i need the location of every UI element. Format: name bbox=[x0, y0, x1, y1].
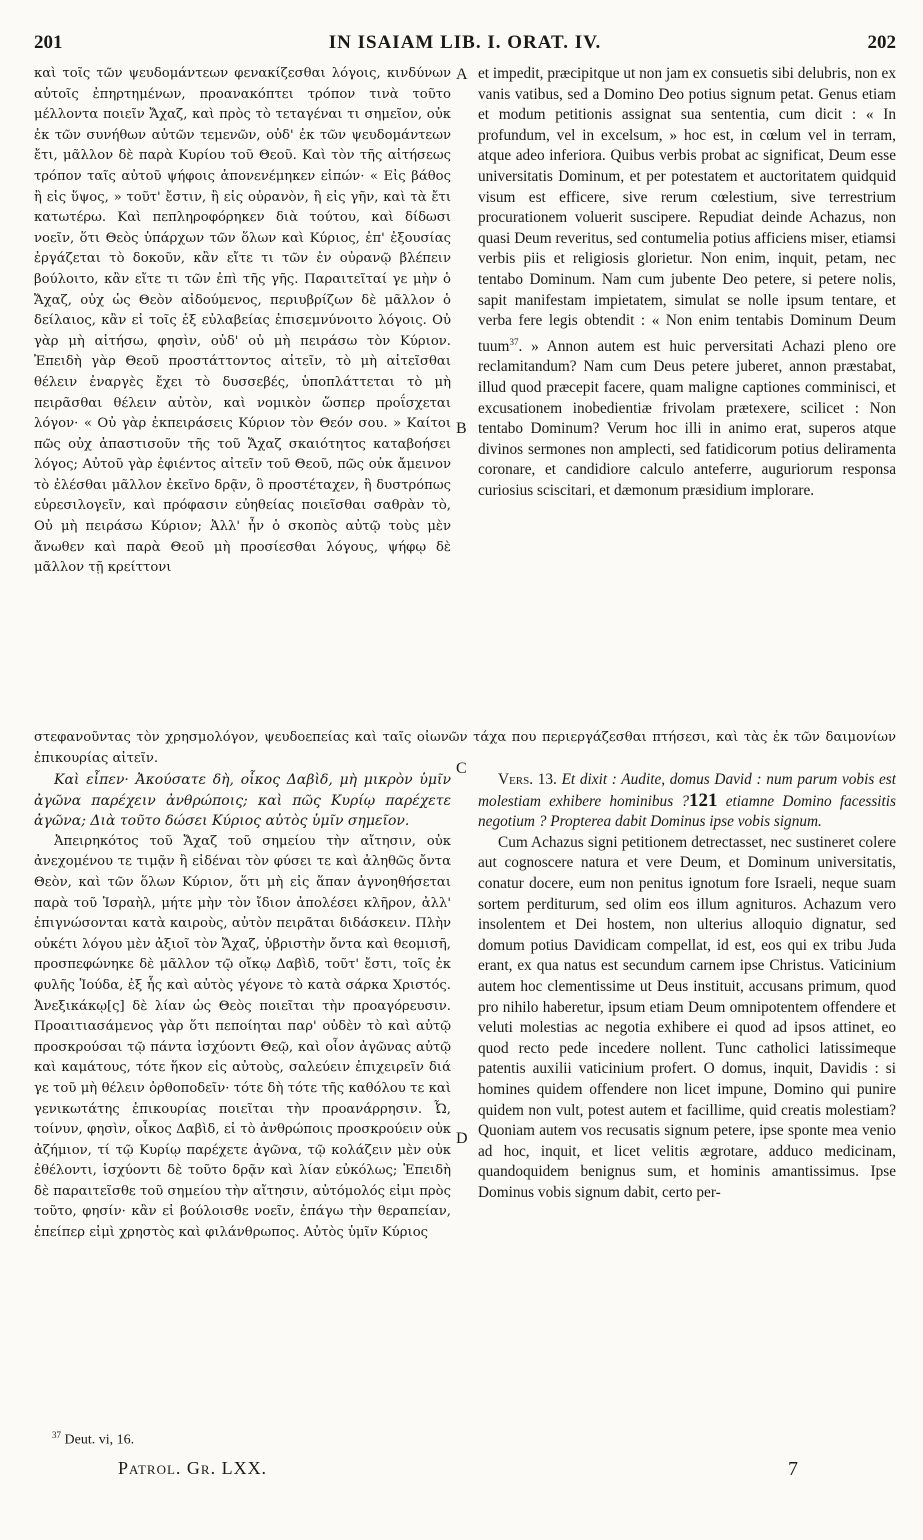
footnote-ref: 37 bbox=[509, 336, 519, 347]
latin-paragraph-top bbox=[478, 64, 896, 502]
latin-text-top-cont: . » Annon autem est huic perversitati Achazi pleno ore reclamitandum? Nam cum Deus petere juberet, annon præstabat, illud quod præcepit facere, quam maligne captiones comminisci, et excusationem inobedientiæ frivolam prætexere, scilicet : Non tentabo Dominum? Verum hoc illi in animo erat, superos atque divinos sermones non amplecti, sed fatidicorum potius deliramenta coronare, et candidiore calculo anteferre, auguriorum responsa curiosius sciscitari, et dæmonum præsidium implorare. bbox=[478, 337, 896, 499]
running-header bbox=[34, 32, 896, 56]
greek-full-text: στεφανοῦντας τὸν χρησμολόγον, ψευδοεπείας καὶ ταῖς οἰωνῶν τάχα που περιεργάζεσθαι πτήσεσι, καὶ τὰς ἐκ τῶν δαιμονίων ἐπικουρίας αἰτεῖν. bbox=[34, 730, 896, 766]
greek-column-top bbox=[34, 64, 451, 724]
signature-number: 7 bbox=[788, 1458, 798, 1480]
latin-column-top bbox=[478, 64, 896, 724]
column-number: 121 bbox=[689, 789, 718, 811]
footnote bbox=[52, 1430, 134, 1449]
margin-letter-c: C bbox=[456, 760, 467, 777]
latin-lemma-text-b: etiamne Domino facessitis negotium ? Propterea dabit Dominus ipse vobis signum. bbox=[478, 792, 896, 831]
latin-text-top: et impedit, præcipitque ut non jam ex consuetis sibi delubris, non ex vanis vatibus, sed a Domino Deo potius signum petat. Genus etiam et modum petitionis assignat sua sententia, cum dicit : « In profundum, vel in excelsum, » hoc est, in cœlum vel in terram, atque adeo inferiora. Quibus verbis probat ac significat, Deum esse universitatis Dominum, et per potestatem et auctoritatem quidquid visum est efficere, sive rerum cœlestium, sive terrestrium procurationem voluerit suscipere. Repudiat deinde Achazus, non quasi Deum reveritus, sed contumelia potius afficiens miser, etiamsi verbis piis et religiosis glorietur. Non enim, inquit, petam, nec tentabo Dominum. Nam cum jubente Deo petere, si petere nolis, sapit manifestam impietatem, simulat se nolle ipsum tentare, et verba fere legis obtendit : « Non enim tentabis Dominum Deum tuum bbox=[478, 65, 896, 355]
page-number-left: 201 bbox=[34, 32, 63, 53]
latin-lemma-text-a: Et dixit : Audite, domus David : num parum vobis est molestiam exhibere hominibus ? bbox=[478, 771, 896, 810]
signature-label: Patrol. Gr. LXX. bbox=[118, 1458, 268, 1478]
greek-paragraph-top: καὶ τοῖς τῶν ψευδομάντεων φενακίζεσθαι λόγοις, κινδύνων αὐτοῖς ἐπηρτημένων, προανακόπτει τρόπον τινὰ τοῦτο μέλλοντα ποιεῖν Ἄχαζ, καὶ πρὸς τὸ τεταγέναι τι σημεῖον, οὐκ ἐκ τῶν συνήθων αὐτῶν τεμενῶν, οὐδ' ἐκ τῶν ψευδομάντεων ἔτι, μᾶλλον δὲ παρὰ Κυρίου τοῦ Θεοῦ. Καὶ τὸν τῆς αἰτήσεως τρόπον ταῖς αὐτοῦ ψήφοις ἀπονενέμηκεν εἰπών· « Εἰς βάθος ἢ εἰς ὕψος, » τοῦτ' ἔστιν, ἢ εἰς οὐρανὸν, ἢ εἰς γῆν, καὶ τὰ ἔτι κατωτέρω. Καὶ πεπληροφόρηκεν διὰ τούτου, καὶ δίδωσι νοεῖν, ὅτι Θεὸς ὑπάρχων τῶν ὅλων καὶ Κύριος, ἐπ' ἐξουσίας ἐργάζεται τὸ δοκοῦν, κἂν εἴτε τι τῶν ἐν οὐρανῷ βλέπειν βούλοιτο, κἂν εἴτε τι τῶν ἐπὶ τῆς γῆς. Παραιτεῖταί γε μὴν ὁ Ἄχαζ, οὐχ ὡς Θεὸν αἰδούμενος, περιυβρίζων δὲ μᾶλλον ὁ δείλαιος, κἂν εἰ τοῖς ἐξ εὐλαβείας ἐπισεμνύνοιτο λόγοις. Οὐ γὰρ μὴ αἰτήσω, φησὶν, οὐδ' οὐ μὴ πειράσω τὸν Κύριον. Ἐπειδὴ γὰρ Θεοῦ προστάττοντος αἰτεῖν, τὸ μὴ αἰτεῖσθαι θέλειν ἐναργὲς ἔχει τὸ δυσσεβές, ὑποπλάττεται τὸ μὴ πειρᾶσθαι θέλειν αὐτὸν, καὶ νομικὸν ὥσπερ προΐσχεται λόγον· « Οὐ γὰρ ἐκπειράσεις Κύριον τὸν Θεόν σου. » Καίτοι πῶς οὐχ ἀπαστισοῦν τῆς τοῦ Ἄχαζ σκαιότητος καταβοήσει λόγος; Αὐτοῦ γὰρ ἐφιέντος αἰτεῖν τοῦ Θεοῦ, πῶς οὐκ ἄμεινον τὸ ἐλέσθαι μᾶλλον ἐκεῖνο δρᾷν, ὃ προστέταχεν, ἢ δυστρόπως εὑρεσιλογεῖν, καὶ πρόφασιν εὐηθείας ποιεῖσθαι σαθρὰν τὸ, Οὐ μὴ πειράσω Κύριον; Ἀλλ' ἦν ὁ σκοπὸς αὐτῷ τοὺς μὲν ἄνωθεν καὶ παρὰ Θεοῦ μὴ προσίεσθαι λόγους, ψήφῳ δὲ μᾶλλον τῇ κρείττονι bbox=[34, 66, 451, 576]
latin-paragraph-bottom: Cum Achazus signi petitionem detrectasset, nec sustineret colere aut cognoscere natura et vere Deum, et Dominum universitatis, conatur docere, eum non penitus ignotum fore Israeli, neque suam sortem perditurum, sed olim eos illum agnituros. Achazum vero insolentem et Dei hostem, non ulterius alloquio dignatur, sed domum potius Davidicam compellat, id est, eos qui ex tribu Juda erant, ex qua natus est secundum carnem ipse Christus. Vaticinium autem hoc clementissime ut Deus instituit, accusans primum, quod pro nihilo haberetur, ipsum etiam Deum omnipotentem offendere et veluti molestias ac negotia exhibere ei quod ad ipsos attinet, eo quod recto pede incedere nollent. Tunc catholici latissimeque patentis auxilii vaticinium profert. O domus, inquit, Davidis : si homines quidem offendere non licet impune, Domino qui punire quidem non vult, potest autem et facillime, quid creatis molestiam? Quoniam autem vos recusatis signum petere, ipse sponte mea venio ad hoc, inquit, et licet velitis ægrotare, adduco medicinam, quandoquidem benignus sum, et hominis amantissimus. Ipse Dominus vobis signum dabit, certo per- bbox=[478, 833, 896, 1201]
margin-letter-a: A bbox=[456, 66, 468, 83]
footnote-text: Deut. vi, 16. bbox=[61, 1432, 135, 1448]
running-title: IN ISAIAM LIB. I. ORAT. IV. bbox=[328, 32, 602, 53]
greek-column-bottom bbox=[34, 770, 451, 1420]
greek-lemma: Καὶ εἶπεν· Ἀκούσατε δὴ, οἶκος Δαβὶδ, μὴ μικρὸν ὑμῖν ἀγῶνα παρέχειν ἀνθρώποις; καὶ πῶς Κυρίῳ παρέχετε ἀγῶνα; Διὰ τοῦτο δώσει Κύριος αὐτὸς ὑμῖν σημεῖον. bbox=[34, 772, 451, 830]
greek-full-width-line bbox=[34, 728, 896, 769]
page-number-right: 202 bbox=[867, 32, 896, 53]
verse-ref: Vers. 13. bbox=[498, 771, 557, 788]
latin-column-bottom bbox=[478, 770, 896, 1420]
latin-lemma bbox=[478, 770, 896, 833]
margin-letter-b: B bbox=[456, 420, 467, 437]
greek-paragraph-bottom: Ἀπειρηκότος τοῦ Ἄχαζ τοῦ σημείου τὴν αἴτησιν, οὐκ ἀνεχομένου τε τιμᾷν ἢ εἰδέναι τὸν φύσει τε καὶ ἀληθῶς ὄντα Θεὸν, καὶ τῶν ὅλων Κύριον, ὅτι μὴ εἰς ἅπαν ἀγνοηθήσεται παρὰ τοῦ Ἰσραὴλ, μήτε μὴν τὸν ἴδιον ἀπολέσει κλῆρον, ἀλλ' ἐπιγνώσονται κατὰ καιροὺς, αὐτὸν πειρᾶται διδάσκειν. Πλὴν οὐκέτι λόγου μὲν ἀξιοῖ τὸν Ἄχαζ, ὑβριστὴν ὄντα καὶ θεομισῆ, προσπεφώνηκε δὲ μᾶλλον τῷ οἴκῳ Δαβὶδ, τοῦτ' ἔστι, τοῖς ἐκ φυλῆς Ἰούδα, ἐξ ἧς καὶ αὐτὸς γέγονε τὸ κατὰ σάρκα Χριστός. Ἀνεξικάκῳ[ς] δὲ λίαν ὡς Θεὸς ποιεῖται τὴν προαγόρευσιν. Προαιτιασάμενος γὰρ ὅτι πεποίηται παρ' οὐδὲν τὸ καὶ αὐτῷ προσκρούσαι τῷ πάντα ἰσχύοντι Θεῷ, καὶ οἷον ἀγῶνας αὐτῷ καὶ καμάτους, τότε ἥκον εἰς αὐτοὺς, σαλεύειν ἐπιχειρεῖν διά γε τοῦ μὴ θέλειν ὀρθοποδεῖν· τότε δὴ τότε τῆς καθόλου τε καὶ γενικωτάτης ἐπικουρίας ποιεῖται τὴν προανάρρησιν. Ὦ, τοίνυν, φησὶν, οἶκος Δαβὶδ, εἰ τὸ ἀνθρώποις προσκρούειν οὐκ ἀζήμιον, τί τῷ Κυρίῳ παρέχετε ἀγῶνα, τῷ κολάζειν μὲν οὐκ ἐθέλοντι, ἰσχύοντι δὲ τοῦτο δρᾷν καὶ λίαν εὐκόλως; Ἐπειδὴ δὲ παραιτεῖσθε τοῦ σημείου τὴν αἴτησιν, αὐτόμολός εἰμι πρὸς τοῦτο, φησίν· κἂν εἰ βούλοισθε νοεῖν, ἐπάγω τὴν θεραπείαν, ἐπείπερ εἰμὶ χρηστὸς καὶ φιλάνθρωπος. Αὐτὸς ὑμῖν Κύριος bbox=[34, 833, 451, 1241]
margin-letter-d: D bbox=[456, 1130, 468, 1147]
footnote-number: 37 bbox=[52, 1430, 61, 1440]
